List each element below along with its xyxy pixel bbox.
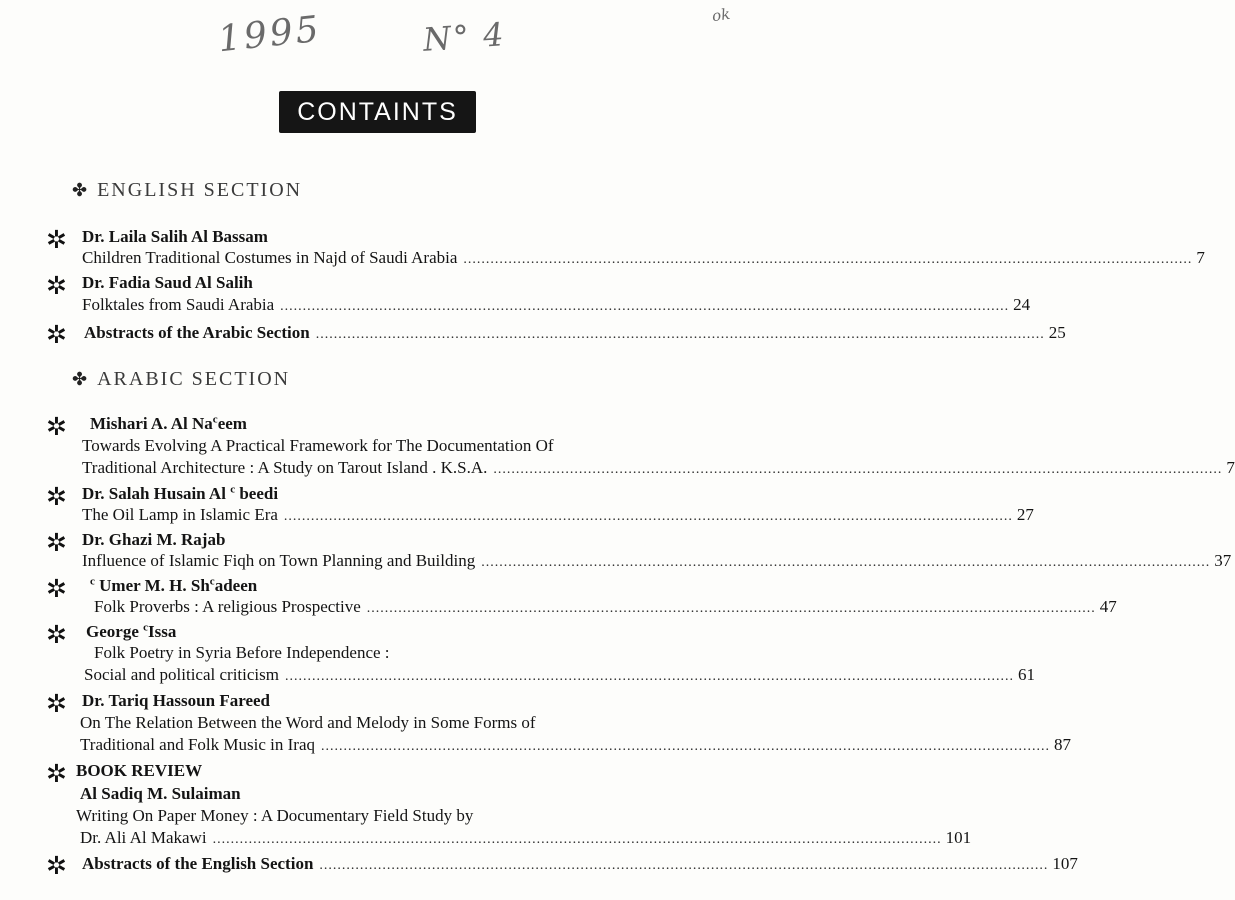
entry-title: Abstracts of the English Section <box>82 854 314 873</box>
english-section-heading: ✤ ENGLISH SECTION <box>72 179 303 201</box>
toc-entry <box>82 247 1205 271</box>
flower-bullet-icon: ✤ <box>72 180 90 200</box>
dot-leader: .................................................................................................................................................................. <box>284 669 1014 684</box>
entry-title: Children Traditional Costumes in Najd of Saudi Arabia <box>82 248 458 267</box>
entry-author: Dr. Salah Husain Al $^c$ beedi <box>82 483 279 503</box>
asterisk-bullet-icon: ✲ <box>46 320 67 349</box>
asterisk-bullet-icon: ✲ <box>46 482 67 511</box>
arabic-section-heading: ✤ ARABIC SECTION <box>72 368 291 390</box>
asterisk-bullet-icon: ✲ <box>46 528 67 557</box>
dot-leader: .................................................................................................................................................................. <box>481 555 1211 570</box>
dot-leader: .................................................................................................................................................................. <box>319 858 1049 873</box>
asterisk-bullet-icon: ✲ <box>46 412 67 441</box>
entry-title: Writing On Paper Money : A Documentary Field Study by <box>76 806 474 825</box>
asterisk-bullet-icon: ✲ <box>46 271 67 300</box>
entry-author: Dr. Laila Salih Al Bassam <box>82 227 268 246</box>
toc-entry <box>82 853 1078 877</box>
entry-page: 7 <box>1226 458 1235 477</box>
asterisk-bullet-icon: ✲ <box>46 574 67 603</box>
entry-title: Folk Proverbs : A religious Prospective <box>94 597 361 616</box>
toc-entry <box>84 322 1066 346</box>
dot-leader: .................................................................................................................................................................. <box>315 327 1045 342</box>
book-review-heading: BOOK REVIEW <box>76 761 203 780</box>
entry-author: Mishari A. Al Na$^c$eem <box>90 413 247 433</box>
entry-page: 24 <box>1013 295 1031 314</box>
entry-author: $^c$ Umer M. H. Sh$^c$adeen <box>90 575 258 595</box>
asterisk-bullet-icon: ✲ <box>46 851 67 880</box>
toc-entry <box>82 550 1232 574</box>
asterisk-bullet-icon: ✲ <box>46 620 67 649</box>
entry-title: Abstracts of the Arabic Section <box>84 323 310 342</box>
dot-leader: .................................................................................................................................................................. <box>321 739 1050 754</box>
entry-author: Dr. Tariq Hassoun Fareed <box>82 691 270 710</box>
entry-page: 25 <box>1048 323 1066 342</box>
entry-title: The Oil Lamp in Islamic Era <box>82 505 278 524</box>
entry-page: 101 <box>945 828 972 847</box>
toc-entry <box>82 294 1031 318</box>
dot-leader: .................................................................................................................................................................. <box>283 509 1013 524</box>
entry-title: On The Relation Between the Word and Melody in Some Forms of <box>80 713 536 732</box>
entry-page: 37 <box>1214 551 1232 570</box>
asterisk-bullet-icon: ✲ <box>46 225 67 254</box>
entry-author: Dr. Ghazi M. Rajab <box>82 530 226 549</box>
asterisk-bullet-icon: ✲ <box>46 759 67 788</box>
handwritten-issue-number: N° 4 <box>421 15 507 59</box>
entry-page: 87 <box>1054 735 1071 754</box>
dot-leader: .................................................................................................................................................................. <box>280 299 1010 314</box>
asterisk-bullet-icon: ✲ <box>46 689 67 718</box>
dot-leader: .................................................................................................................................................................. <box>212 832 942 847</box>
toc-entry <box>84 664 1035 688</box>
toc-entry <box>80 827 972 851</box>
entry-page: 47 <box>1099 597 1117 616</box>
toc-entry <box>94 596 1117 620</box>
dot-leader: .................................................................................................................................................................. <box>366 601 1096 616</box>
page-title-box <box>279 91 476 133</box>
entry-title: Folk Poetry in Syria Before Independence : <box>94 643 390 662</box>
entry-page: 61 <box>1017 665 1035 684</box>
dot-leader: .................................................................................................................................................................. <box>493 462 1223 477</box>
flower-bullet-icon: ✤ <box>72 369 90 389</box>
dot-leader: .................................................................................................................................................................. <box>463 252 1193 267</box>
toc-entry <box>82 457 1235 481</box>
entry-title: Traditional and Folk Music in Iraq <box>80 735 315 754</box>
entry-title: Folktales from Saudi Arabia <box>82 295 275 314</box>
entry-author: George $^c$Issa <box>86 621 177 641</box>
entry-page: 27 <box>1016 505 1034 524</box>
entry-title: Social and political criticism <box>84 665 279 684</box>
entry-author: Dr. Fadia Saud Al Salih <box>82 273 253 292</box>
toc-entry <box>80 734 1071 758</box>
toc-entry <box>82 504 1034 528</box>
entry-title: Traditional Architecture : A Study on Tarout Island . K.S.A. <box>82 458 488 477</box>
entry-author: Al Sadiq M. Sulaiman <box>80 784 241 803</box>
entry-title: Dr. Ali Al Makawi <box>80 828 207 847</box>
handwritten-year: 1995 <box>216 8 324 61</box>
entry-page: 7 <box>1196 248 1205 267</box>
entry-page: 107 <box>1052 854 1078 873</box>
entry-title: Towards Evolving A Practical Framework for The Documentation Of <box>82 436 554 455</box>
handwritten-corner-mark: ok <box>710 4 732 26</box>
page-title: CONTAINTS <box>297 97 458 126</box>
entry-title: Influence of Islamic Fiqh on Town Planning and Building <box>82 551 476 570</box>
